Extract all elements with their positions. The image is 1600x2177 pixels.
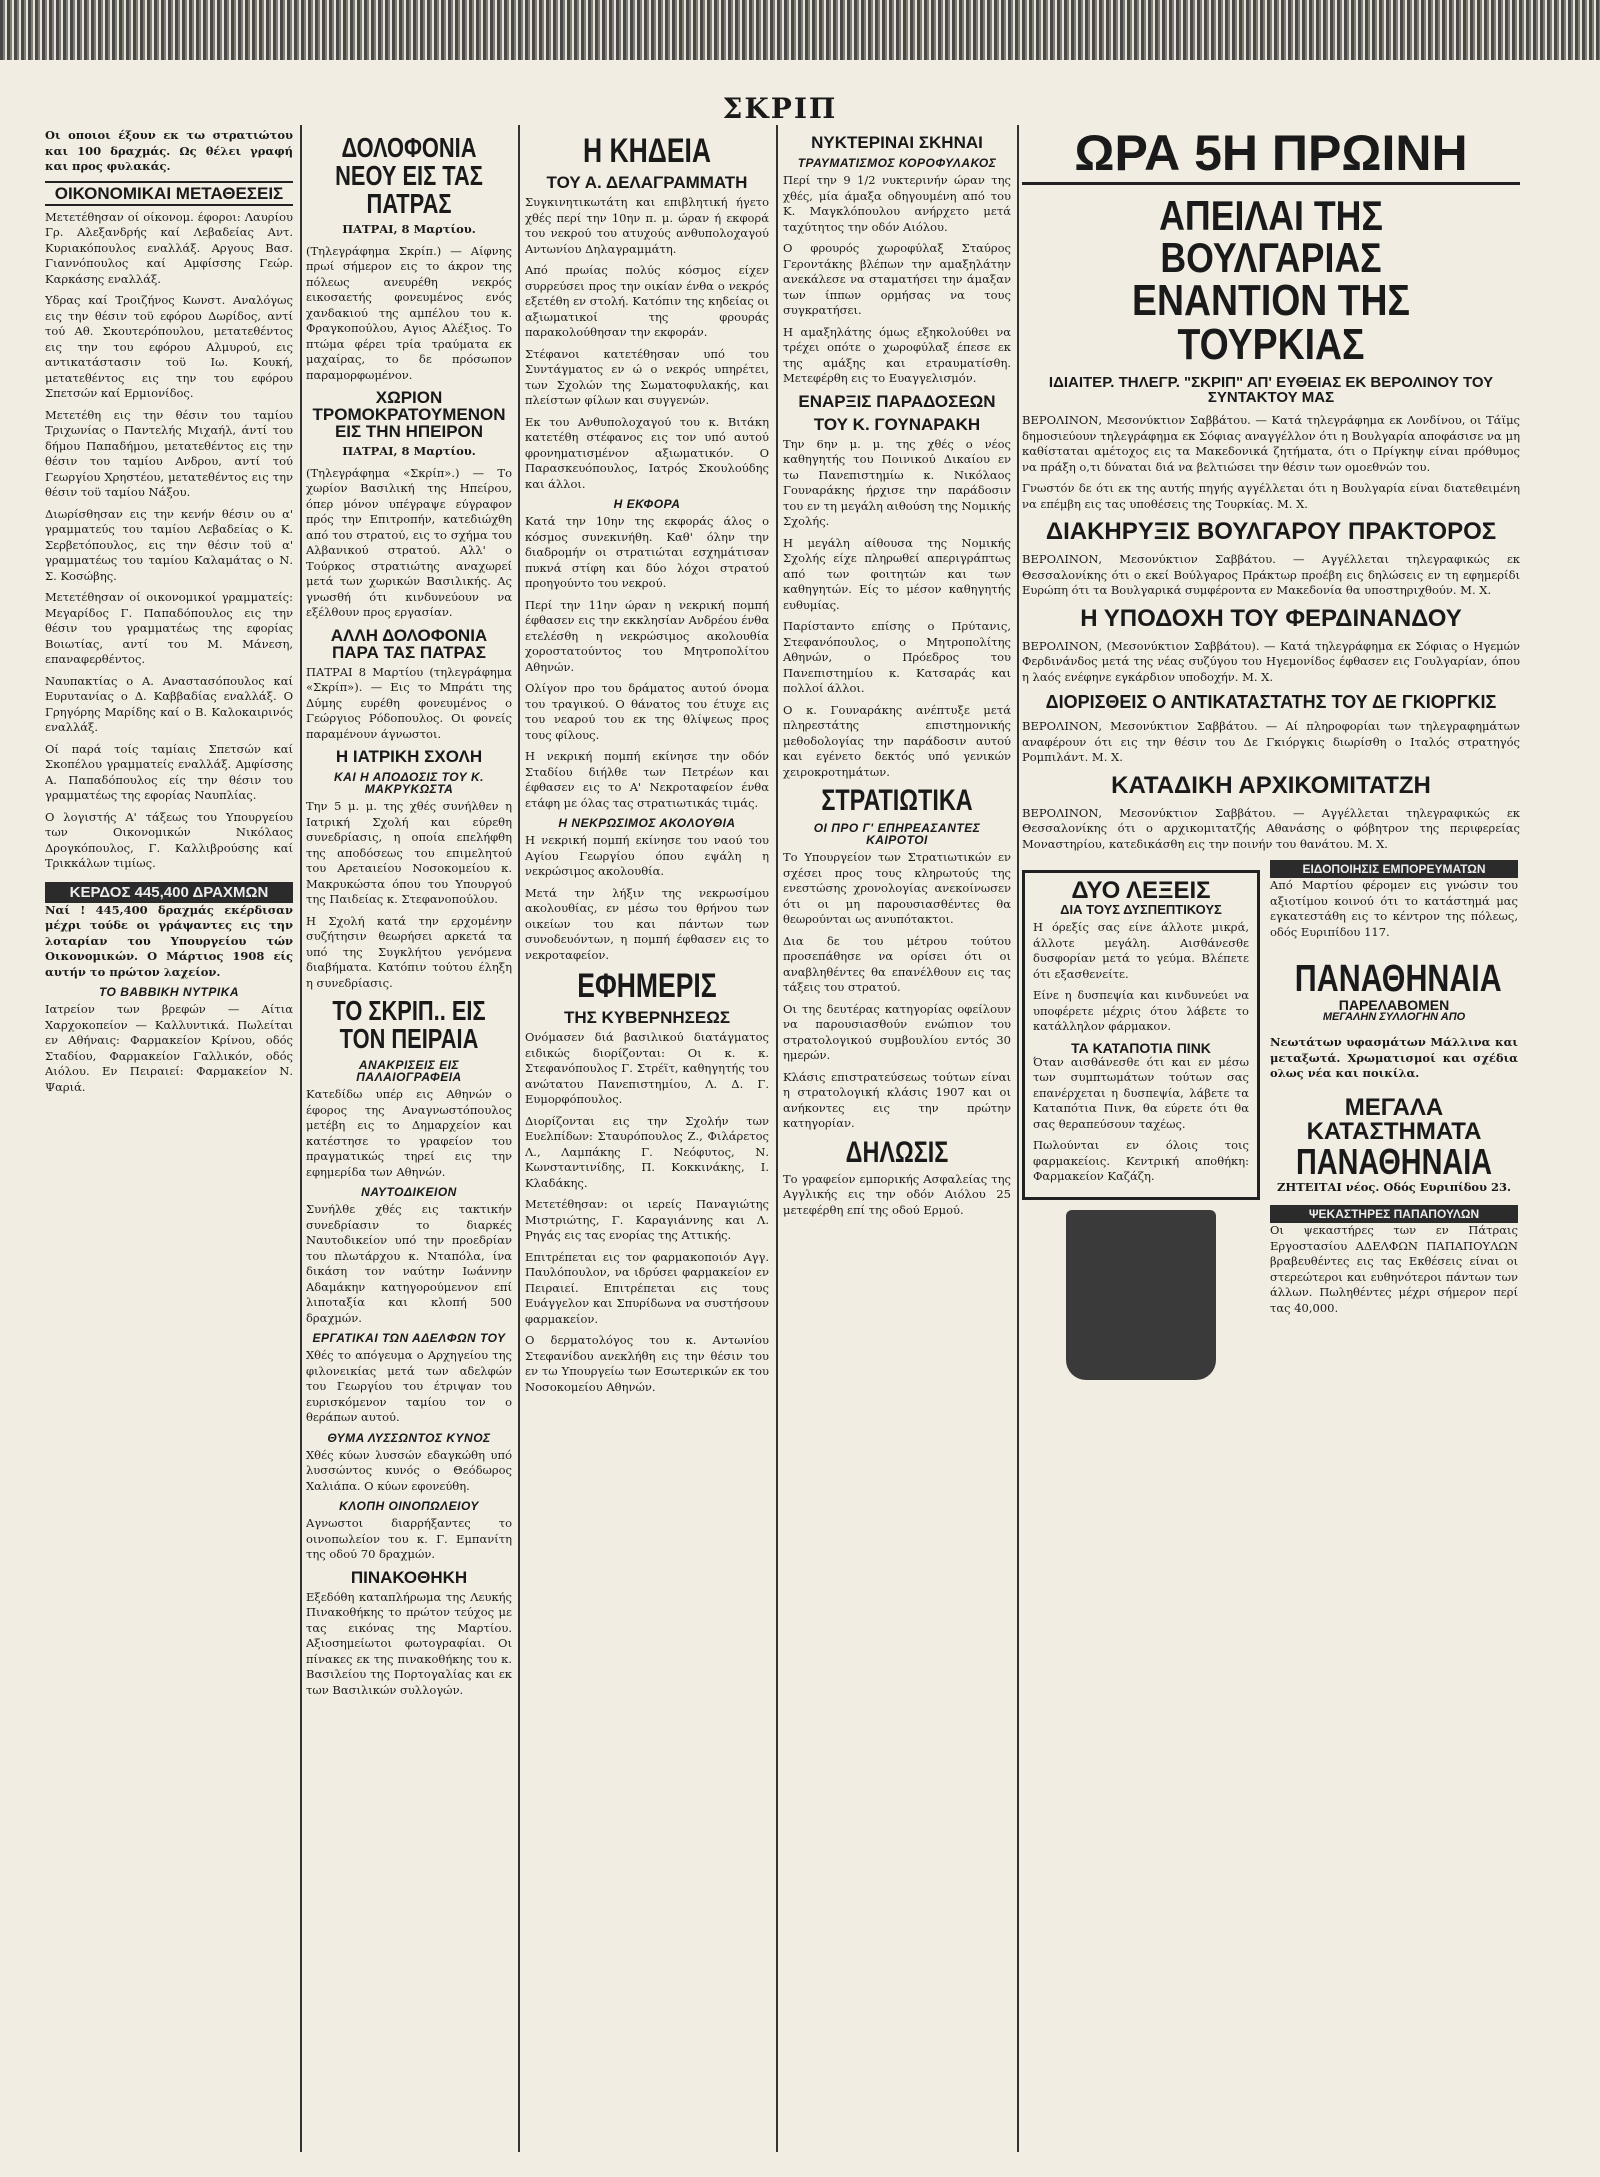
article-paragraph: Μετετέθησαν οί οικονομικοί γραμματείς: Μεγαρίδος Γ. Παπαδόπουλος εις την θέσιν του γραμματέως της εφορίας Βοιωτίας, αντί του Μ. Μάνεση, επαναφερθέντος. bbox=[45, 590, 293, 666]
article-paragraph: Εκ του Ανθυπολοχαγού του κ. Βιτάκη κατετέθη στέφανος εις τον υπό αυτού φρονηματισμένον αξιωματικόν. Ο Παρασκευόπουλος, Ιατρός Σκουλούδης και άλλοι. bbox=[525, 414, 769, 491]
headline-gazette: ΕΦΗΜΕΡΙΣ bbox=[577, 967, 717, 1005]
article-paragraph: ΒΕΡΟΛΙΝΟΝ, Μεσονύκτιον Σαββάτου. — Κατά τηλεγράφημα εκ Λονδίνου, οι Τάϊμς δημοσιεύουν τηλεγράφημα εκ Σόφιας αναγγέλλον ότι η Βουλγαρία αποφάσισε να μη καθίσταται αμέτοχος εις τα Μακεδονικά ζητήματα, ότι ο Πρίγκηψ είναι πρόθυμος να πράξη ο,τι δύναται διά να βελτιώσει την θέσιν των ομοεθνών του. bbox=[1022, 413, 1520, 474]
telegram-subheadline: ΙΔΙΑΙΤΕΡ. ΤΗΛΕΓΡ. "ΣΚΡΙΠ" ΑΠ' ΕΥΘΕΙΑΣ ΕΚ ΒΕΡΟΛΙΝΟΥ ΤΟΥ ΣΥΝΤΑΚΤΟΥ ΜΑΣ bbox=[1048, 374, 1494, 406]
subheadline-procession: Η ΕΚΦΟΡΑ bbox=[613, 497, 681, 511]
headline-bulgarian-agent: ΔΙΑΚΗΡΥΞΙΣ ΒΟΥΛΓΑΡΟΥ ΠΡΑΚΤΟΡΟΣ bbox=[1045, 518, 1497, 545]
page-header-band bbox=[0, 0, 1600, 60]
article-paragraph: ΒΕΡΟΛΙΝΟΝ, Μεσονύκτιον Σαββάτου. — Αγγέλλεται τηλεγραφικώς εκ Θεσσαλονίκης ότι ο αρχικομιτατζής Αθανάσης ο φόβητρον της περιφερείας Μοναστηρίου, κατεδικάσθη εις την ποινήν του θανάτου. Μ. Χ. bbox=[1022, 805, 1520, 851]
article-paragraph: Μετετέθη εις την θέσιν του ταμίου Τριχωνίας ο Παντελής Μιχαήλ, άντί του δήμου Παπαδήμου, μετατεθέντος εις την θέσιν του ταμίου Ανδρου, αντί τού Γεωργίου Χρηστέου, μετατεθέντος εις την θέσιν τοϋ ταμίου Νάξου. bbox=[45, 407, 293, 499]
headline-komitadji-sentence: ΚΑΤΑΔΙΚΗ ΑΡΧΙΚΟΜΙΤΑΤΖΗ bbox=[1111, 771, 1431, 799]
article-paragraph: Κατεδίδω υπέρ εις Αθηνών ο έφορος της Αναγνωστόπουλος μετέβη εις το Δημαρχείον και κατέστησε το γραφείον του πραγματικώς τηρεί εις την εφημερίδα των Αθηνών. bbox=[306, 1087, 512, 1179]
article-paragraph: Παρίσταντο επίσης ο Πρύτανις, Στεφανόπουλος, ο Μητροπολίτης Αθηνών, ο Πρόεδρος του Πανεπιστημίου κ. Κατσαράς και πολλοί άλλοι. bbox=[783, 619, 1011, 695]
article-paragraph: Εξεδόθη καταπλήρωμα της Λευκής Πινακοθήκης το πρώτον τεύχος με τας εικόνας της Μαρτίου. Αξιοσημείωτοι φωτογραφίαι. Οι πίνακες εκ της πινακοθήκης του κ. Βασιλείου της Πορτογαλίας και εκ των Βασιλικών συλλογών. bbox=[306, 1589, 512, 1697]
pharmacy-text: Ιατρείον των βρεφών — Αίτια Χαρχοκοπείον — Καλλυντικά. Πωλείται εν Αθήναις: Φαρμακείον Κρίνου, οδός Σταδίου, Φαρμακείον Γαλλικόν, οδός Αιόλου. Εν Πειραιεί: Φαρμακείον Ν. Ψαριά. bbox=[45, 1002, 293, 1094]
headline-ferdinand-reception: Η ΥΠΟΔΟΧΗ ΤΟΥ ΦΕΡΔΙΝΑΝΔΟΥ bbox=[1080, 604, 1462, 632]
ad-stores-title: ΜΕΓΑΛΑ ΚΑΤΑΣΤΗΜΑΤΑ bbox=[1306, 1093, 1482, 1145]
article-paragraph: Κλάσις επιστρατεύσεως τούτων είναι η στρατολογική κλάσις 1907 και οι ανήκοντες εις την πρώτην κατηγορίαν. bbox=[783, 1069, 1011, 1130]
headline-skrip-piraeus: ΤΟ ΣΚΡΙΠ.. ΕΙΣ ΤΟΝ ΠΕΙΡΑΙΑ bbox=[332, 995, 486, 1054]
lottery-text: Ναί ! 445,400 δραχμάς εκέρδισαν μέχρι τούδε οι γράψαντες εις την λοταρίαν του Υπουργείου τών Οικονομικών. Ο Μάρτιος 1908 είς αυτήν το πρώτον λαχείον. bbox=[45, 902, 293, 979]
article-paragraph: Την 5 μ. μ. της χθές συνήλθεν η Ιατρική Σχολή και εύρεθη συνεδρίασις, η οποία επελήφθη της αποδόσεως του επιμελητού του Αρεταιείου Νοσοκομείου κ. Μακρυκώστα όπου του Υπουργού της Παιδείας κ. Στεφανοπούλου. bbox=[306, 799, 512, 906]
article-paragraph: Η μεγάλη αίθουσα της Νομικής Σχολής είχε πληρωθεί απεριγράπτως από των φοιτητών και των καθηγητών. Είς το μέσον καθηγητής ευθυμίας. bbox=[783, 535, 1011, 612]
ad-text: Από Μαρτίου φέρομεν εις γνώσιν του αξιοτίμου κοινού ότι το κατάστημά μας εγκατεστάθη εις το κέντρον της πόλεως, οδός Ευριπίδου 117. bbox=[1270, 878, 1518, 939]
article-paragraph: Το Υπουργείον των Στρατιωτικών εν σχέσει προς τους κληρωτούς της ενεστώσης χρονολογίας ανεκοίνωσεν ότι οι μη παρουσιασθέντες θα θεωρούνται ως ανυπότακτοι. bbox=[783, 850, 1011, 926]
article-paragraph: Ο δερματολόγος του κ. Αντωνίου Στεφανίδου ανεκλήθη εις την θέσιν του εν τω Υπουργείω των Εσωτερικών εκ του Νοσοκομείου Αθηνών. bbox=[525, 1333, 769, 1394]
article-paragraph: Χθές το απόγευμα ο Αρχηγείου της φιλονεικίας μετά των αδελφών του Γεωργίου του έτριψαν του ευρισκόμενον ταμίου τον ο θεράπων αυτού. bbox=[306, 1348, 512, 1424]
article-paragraph: Από πρωίας πολύς κόσμος είχεν συρρεύσει προς την οικίαν ένθα ο νεκρός εξετέθη εν στολή. Κατόπιν της κηδείας οι αξιωματικοί της φρουράς παρακολούθησαν την εκφοράν. bbox=[525, 263, 769, 339]
headline-declaration: ΔΗΛΩΣΙΣ bbox=[845, 1135, 949, 1169]
article-paragraph: Διωρίσθησαν εις την κενήν θέσιν ου α' γραμματεύς του ταμίου Λεβαδείας ο Κ. Σερβετόπουλος, εις την θέσιν τοϋ α' γραμματέως του ταμίου Καλαμάτας ο Ν. Σ. Κοσώβης. bbox=[45, 506, 293, 583]
column-4 bbox=[783, 128, 1011, 2147]
headline-naval-court: ΝΑΥΤΟΔΙΚΕΙΟΝ bbox=[361, 1185, 457, 1199]
masthead-title: ΣΚΡΙΠ bbox=[722, 92, 838, 125]
column-divider bbox=[518, 125, 520, 2152]
article-paragraph: Οί παρά τοίς ταμίαις Σπετσών καί Σκοπέλου γραμματείς εναλλάξ. Αμφίσσης Α. Παπαδόπουλος είς την θέσιν του γραμματέως της εφορίας Ναυπλίας. bbox=[45, 741, 293, 802]
article-paragraph: Η αμαξηλάτης όμως εξηκολούθει να τρέχει οπότε ο χωροφύλαξ έπεσε εκ της αμάξης και ετραυματίσθη. Μετεφέρθη εις το Ευαγγελισμόν. bbox=[783, 324, 1011, 385]
column-divider bbox=[300, 125, 302, 2152]
article-paragraph: Η νεκρική πομπή εκίνησε την οδόν Σταδίου διήλθε των Πετρέων και έφθασεν εις το Α' Νεκροταφείον ένθα ετάφη με όλας τας στρατιωτικάς τιμάς. bbox=[525, 749, 769, 810]
article-paragraph: Οι της δευτέρας κατηγορίας οφείλουν να παρουσιασθούν ενώπιον του στρατολογικού συμβουλίου εντός 30 ημερών. bbox=[783, 1001, 1011, 1062]
article-paragraph: Κατά την 10ην της εκφοράς άλος ο κόσμος συνεκινήθη. Καθ' όλην την διαδρομήν οι στρατιώται εσχημάτισαν πυκνά στίφη και δύο λόχοι στρατού προηγούντο του νεκρού. bbox=[525, 514, 769, 590]
headline-medical-school: Η ΙΑΤΡΙΚΗ ΣΧΟΛΗ bbox=[335, 747, 483, 766]
article-paragraph: Δια δε του μέτρου τούτου προσεπάθησε να ορίσει ότι οι αναβληθέντες θα επανέλθουν εις τας τάξεις του στρατού. bbox=[783, 933, 1011, 994]
column-1 bbox=[45, 128, 293, 2147]
ad-text: Οι ψεκαστήρες των εν Πάτραις Εργοστασίου ΑΔΕΛΦΩΝ ΠΑΠΑΠΟΥΛΩΝ βραβευθέντες εις τας Εκθέσεις είναι οι στερεώτεροι και ευθηνότεροι πάντων των άλλων. Πωληθέντες μέχρι σήμερον περί τας 40,000. bbox=[1270, 1223, 1518, 1315]
headline-funeral: Η ΚΗΔΕΙΑ bbox=[582, 132, 712, 170]
article-paragraph: Ναυπακτίας ο Α. Αναστασόπουλος καί Ευρυτανίας ο Δ. Καββαδίας εναλλάξ. Ο Γρηγόρης Μαρίδης καί ο Β. Καλοκαιρινός εναλλάξ. bbox=[45, 673, 293, 734]
subheadline-service: Η ΝΕΚΡΩΣΙΜΟΣ ΑΚΟΛΟΥΘΙΑ bbox=[558, 816, 736, 830]
article-paragraph: Την 6ην μ. μ. της χθές ο νέος καθηγητής του Ποινικού Δικαίου εν τω Πανεπιστημίω κ. Νικόλαος Γουναράκης ήρχισε την παράδοσιν του εν τη μεγάλη αιθούση της Νομικής Σχολής. bbox=[783, 436, 1011, 528]
article-paragraph: Η Σχολή κατά την ερχομένην συζήτησιν θεωρήσει αρκετά τα υπό της Συγκλήτου γενόμενα διαβήματα. Κατόπιν τούτου έληξη η συνεδρίασις. bbox=[306, 913, 512, 990]
headline-lectures-start: ΕΝΑΡΞΙΣ ΠΑΡΑΔΟΣΕΩΝ bbox=[798, 391, 996, 411]
article-paragraph: Στέφανοι κατετέθησαν υπό του Συντάγματος εν ώ ο νεκρός υπηρέτει, των Σχολών της Σωματοφυλακής, και πλείστων φίλων και συγγενών. bbox=[525, 346, 769, 407]
column-2 bbox=[306, 128, 512, 2147]
headline-pharmacy: ΤΟ ΒΑΒΒΙΚΗ ΝΥΤΡΙΚΑ bbox=[98, 985, 240, 999]
ad-subtitle: ΜΕΓΑΛΗΝ ΣΥΛΛΟΓΗΝ ΑΠΟ bbox=[1322, 1011, 1466, 1023]
ad-text: Είνε η δυσπεψία και κινδυνεύει να υποφέρετε μέχρις ότου λάβετε το κατάλληλον φάρμακον. bbox=[1033, 988, 1249, 1033]
article-paragraph: Μετετέθησαν οί οίκονομ. έφοροι: Λαυρίου Γρ. Αλεξανδρής καί Λεβαδείας Αντ. Κυριακόπουλος εναλλάξ. Αργους Βασ. Γιαννόπουλος καί Αμφίσσης Γεώρ. Καρκάσης εναλλάξ. bbox=[45, 209, 293, 286]
article-paragraph: Υδρας καί Τροιζήνος Κωνστ. Αναλόγως εις την θέσιν τοϋ εφόρου Δωρίδος, αντί τού Αθ. Σκουτερόπουλου, μετατεθέντος εις την του εφόρου Αλμυρού, εις αντικατάστασιν τοϋ Ιω. Κουκή, μετατεθέντος εις την του εφόρου Σπετσών καί Ερμιονίδος. bbox=[45, 293, 293, 400]
ad-footer: ΖΗΤΕΙΤΑΙ νέος. Οδός Ευριπίδου 23. bbox=[1276, 1179, 1512, 1194]
article-paragraph: Γνωστόν δε ότι εκ της αυτής πηγής αγγέλλεται ότι η Βουλγαρία είναι διατεθειμένη να επέμβη εις τας υποθέσεις της Τουρκίας. Μ. Χ. bbox=[1022, 481, 1520, 511]
ad-title: ΔΥΟ ΛΕΞΕΙΣ bbox=[1071, 877, 1211, 904]
ad-subtitle: ΠΑΡΕΛΑΒΟΜΕΝ bbox=[1338, 997, 1450, 1013]
subheadline: ΑΝΑΚΡΙΣΕΙΣ ΕΙΣ ΠΑΛΑΙΟΓΡΑΦΕΙΑ bbox=[356, 1058, 462, 1084]
ad-text: Νεωτάτων υφασμάτων Μάλλινα και μεταξωτά. Χρωματισμοί και σχέδια ολως νέα και ποικίλα. bbox=[1270, 1035, 1518, 1080]
article-paragraph: (Τηλεγράφημα Σκρίπ.) — Αίφνης πρωί σήμερον εις το άκρον της πόλεως ανευρέθη νεκρός εικοσαετής φονευμένος ενός χανδακιού της αμπέλου του κ. Φραγκοπούλου, Αγιος Αλέξιος. Το πτώμα φέρει τρία τραύματα εκ μαχαίρας, το δε πρόσωπον παραμορφωμένον. bbox=[306, 243, 512, 382]
article-paragraph: Ο κ. Γουναράκης ανέπτυξε μετά πληρεστάτης επιστημονικής μεθοδολογίας την παράδοσιν αυτού και εγένετο δεκτός υπό γενικών χειροκροτημάτων. bbox=[783, 702, 1011, 779]
sprayer-image bbox=[1066, 1210, 1216, 1380]
headline-against-turkey: ΕΝΑΝΤΙΟΝ ΤΗΣ ΤΟΥΡΚΙΑΣ bbox=[1131, 276, 1411, 369]
article-paragraph: ΒΕΡΟΛΙΝΟΝ, Μεσονύκτιον Σαββάτου. — Αγγέλλεται τηλεγραφικώς εκ Θεσσαλονίκης ότι ο εκεί Βούλγαρος Πράκτωρ προέβη εις δηλώσεις εν τη εφημερίδι Ευρώπη ότι τα Βουλγαρικά συμφέροντα εν Μακεδονία θα υποστηριχθούν. Μ. Χ. bbox=[1022, 552, 1520, 597]
article-paragraph: Μετά την λήξιν της νεκρωσίμου ακολουθίας, εν μέσω του θρήνου των οικείων του και πάντων των συνοδευόντων, η πομπή έφθασεν εις το νεκροταφείον. bbox=[525, 885, 769, 962]
headline-murder-patras: ΔΟΛΟΦΟΝΙΑ ΝΕΟΥ ΕΙΣ ΤΑΣ ΠΑΤΡΑΣ bbox=[335, 132, 483, 219]
article-paragraph: Περί την 11ην ώραν η νεκρική πομπή έφθασεν εις την εκκλησίαν Ανδρέου ένθα ετελέσθη η νεκρώσιμος ακολουθία χοροστατούντος του Μητροπολίτου Αθηνών. bbox=[525, 597, 769, 674]
headline-pinakothiki: ΠΙΝΑΚΟΘΗΚΗ bbox=[350, 1567, 468, 1587]
article-paragraph: ΒΕΡΟΛΙΝΟΝ, (Μεσονύκτιον Σαββάτου). — Κατά τηλεγράφημα εκ Σόφιας ο Ηγεμών Φερδινάνδος μετά της νέας συζύγου του Ηγεμονίδος έφθασεν εις Γουλγαρίαν, όπου η λαός ενέφηνε εγκάρδιον υποδοχήν. Μ. Χ. bbox=[1022, 638, 1520, 684]
headline-night-scenes: ΝΥΚΤΕΡΙΝΑΙ ΣΚΗΝΑΙ bbox=[811, 133, 983, 152]
headline-bulgaria-threats: ΑΠΕΙΛΑΙ ΤΗΣ ΒΟΥΛΓΑΡΙΑΣ bbox=[1159, 192, 1383, 281]
article-paragraph: Αγνωστοι διαρρήξαντες το οινοπωλείον του κ. Γ. Εμπανίτη της οδού 70 δραχμών. bbox=[306, 1516, 512, 1561]
column-divider bbox=[776, 125, 778, 2152]
headline-military: ΣΤΡΑΤΙΩΤΙΚΑ bbox=[821, 784, 973, 817]
article-paragraph: Συγκινητικωτάτη και επιβλητική ήγετο χθές περί την 10ην π. μ. ώραν ή εκφορά του νεκρού του ατυχούς ανθυπολοχαγού Αντωνίου Δηλαγραμμάτη. bbox=[525, 195, 769, 256]
article-paragraph: Ολίγον προ του δράματος αυτού όνομα του τραγικού. Ο θάνατος του έτυχε εις του νεαρού του εκ της θλίψεως προς τους φίλους. bbox=[525, 681, 769, 742]
article-paragraph: Διορίζονται εις την Σχολήν των Ευελπίδων: Σταυρόπουλος Ζ., Φιλάρετος Λ., Λαμπάκης Γ. Νεόφυτος, Ν. Κωνσταντινίδης, Π. Κοκκινάκης, Ι. Κλαδάκης. bbox=[525, 1113, 769, 1190]
dateline: ΠΑΤΡΑΙ, 8 Μαρτίου. bbox=[342, 444, 476, 458]
article-paragraph: Συνήλθε χθές εις τακτικήν συνεδρίασιν το διαρκές Ναυτοδικείον υπό την προεδρίαν του πλωτάρχου κ. Νταπόλα, ίνα δικάση τον ναύτην Ιωάννην Αδαμάκην κατηγορούμενον επί λιποταξία και κλοπή 500 δραχμών. bbox=[306, 1202, 512, 1325]
article-paragraph: ΒΕΡΟΛΙΝΟΝ, Μεσονύκτιον Σαββάτου. — Αί πληροφορίαι των τηλεγραφημάτων αναφέρουν ότι εις την θέσιν του Δε Γκιόργκις διωρίσθη ο Ιταλός στρατηγός Ρομπιλάντ. Μ. Χ. bbox=[1022, 719, 1520, 764]
headline-terrorized-village: ΧΩΡΙΟΝ ΤΡΟΜΟΚΡΑΤΟΥΜΕΝΟΝ ΕΙΣ ΤΗΝ ΗΠΕΙΡΟΝ bbox=[312, 388, 506, 441]
column-3 bbox=[525, 128, 769, 2147]
ad-panathinaia-title: ΠΑΝΑΘΗΝΑΙΑ bbox=[1294, 958, 1502, 1000]
ad-subtitle: ΔΙΑ ΤΟΥΣ ΔΥΣΠΕΠΤΙΚΟΥΣ bbox=[1060, 902, 1222, 917]
column-1-top-text: Οι οποιοι έξουν εκ τω στρατιώτου και 100 δραχμάς. Ως θέλει γραφή και προς φυλακάς. bbox=[45, 128, 293, 173]
article-paragraph: Χθές κύων λυσσών εδαγκώθη υπό λυσσώντος κυνός ο Θεόδωρος Χαλιάπα. Ο κύων εφονεύθη. bbox=[306, 1447, 512, 1493]
subheadline: ΟΙ ΠΡΟ Γ' ΕΠΗΡΕΑΣΑΝΤΕΣ ΚΑΙΡΟΤΟΙ bbox=[813, 821, 981, 847]
article-paragraph: Ονόμασεν διά βασιλικού διατάγματος ειδικώς διορίζονται: Οι κ. κ. Στεφανόπουλος Γ. Στρέϊτ, καθηγητής του ανώτατου Πανεπιστημίου, Λ. Δ. Γ. Ευμορφόπουλος. bbox=[525, 1030, 769, 1106]
ads-left bbox=[1022, 860, 1260, 1390]
column-divider bbox=[1017, 125, 1019, 2152]
ad-panathinaia-title-2: ΠΑΝΑΘΗΝΑΙΑ bbox=[1295, 1140, 1493, 1182]
ad-text: Η όρεξίς σας είνε άλλοτε μικρά, άλλοτε μεγάλη. Αισθάνεσθε δυσφορίαν μετά το γεύμα. Βλέπετε ότι εξασθενείτε. bbox=[1033, 920, 1249, 981]
ad-sprayers-title: ΨΕΚΑΣΤΗΡΕΣ ΠΑΠΑΠΟΥΛΩΝ bbox=[1270, 1205, 1518, 1223]
subheadline: ΤΗΣ ΚΥΒΕΡΝΗΣΕΩΣ bbox=[563, 1008, 731, 1027]
headline-economic-transfers: ΟΙΚΟΝΟΜΙΚΑΙ ΜΕΤΑΘΕΣΕΙΣ bbox=[45, 181, 293, 206]
headline-wine-shop-theft: ΚΛΟΠΗ ΟΙΝΟΠΩΛΕΙΟΥ bbox=[339, 1499, 479, 1513]
headline-rabid-dog: ΘΥΜΑ ΛΥΣΣΩΝΤΟΣ ΚΥΝΟΣ bbox=[327, 1430, 491, 1445]
subheadline: ΤΟΥ Α. ΔΕΛΑΓΡΑΜΜΑΤΗ bbox=[546, 173, 748, 192]
article-paragraph: Επιτρέπεται εις τον φαρμακοποιόν Αγγ. Παυλόπουλον, να ιδρύσει φαρμακείον εν Πειραιεί. Επιτρέπεται εις τους Ευάγγελον και Σπυρίδωνα να συστήσουν φαρμακείον. bbox=[525, 1249, 769, 1326]
subheadline: ΚΑΙ Η ΑΠΟΔΟΣΙΣ ΤΟΥ Κ. ΜΑΚΡΥΚΩΣΤΑ bbox=[334, 770, 484, 796]
ad-text: Πωλούνται εν όλοις τοις φαρμακείοις. Κεντρική αποθήκη: Φαρμακείον Καζάζη. bbox=[1033, 1138, 1249, 1183]
subheadline: ΤΟΥ Κ. ΓΟΥΝΑΡΑΚΗ bbox=[813, 414, 981, 434]
column-5 bbox=[1022, 128, 1520, 2147]
article-paragraph: Ο λογιστής Α' τάξεως του Υπουργείου των Οικονομικών Νικόλαος Δρογκόπουλος, Γ. Καλλιβρούσης καί Τρικκάλων τιμίως. bbox=[45, 809, 293, 870]
article-paragraph: Περί την 9 1/2 νυκτερινήν ώραν της χθές, μία άμαξα οδηγουμένη από του Κ. Μαγκλόπουλου ανήρχετο μετά ταχύτητος την οδόν Αιόλου. bbox=[783, 173, 1011, 234]
article-paragraph: Μετετέθησαν: οι ιερείς Παναγιώτης Μιστριώτης, Γ. Καραγιάννης και Λ. Ρηγάς εις τας ενορίας της Αττικής. bbox=[525, 1197, 769, 1242]
advertisements-area bbox=[1022, 860, 1520, 1390]
headline-another-murder: ΑΛΛΗ ΔΟΛΟΦΟΝΙΑ ΠΑΡΑ ΤΑΣ ΠΑΤΡΑΣ bbox=[330, 625, 488, 662]
subheadline: ΤΡΑΥΜΑΤΙΣΜΟΣ ΚΟΡΟΦΥΛΑΚΟΣ bbox=[797, 156, 997, 170]
headline-de-giorgis-replacement: ΔΙΟΡΙΣΘΕΙΣ Ο ΑΝΤΙΚΑΤΑΣΤΑΤΗΣ ΤΟΥ ΔΕ ΓΚΙΟΡΓΚΙΣ bbox=[1045, 692, 1497, 712]
ad-dyspepsia-box bbox=[1022, 870, 1260, 1200]
article-paragraph: (Τηλεγράφημα «Σκρίπ».) — Το χωρίον Βασιλική της Ηπείρου, όπερ μόνον υπέγραψε εύγραφον πρός την Επιτροπήν, κατεδιώχθη από του στρατού, εις το σχήμα του Αλβανικού στρατού. Αλλ' ο Τούρκος στρατιώτης αναχωρεί μετά των χωρικών Βασιλικής. Ας γνωσθή ότι κινδυνεύουν να εξέλθουν προς εργασίαν. bbox=[306, 465, 512, 619]
headline-lottery-profit: ΚΕΡΔΟΣ 445,400 ΔΡΑΧΜΩΝ bbox=[45, 882, 293, 903]
article-paragraph: Το γραφείον εμπορικής Ασφαλείας της Αγγλικής εις την οδόν Αιόλου 25 μετεφέρθη επί της οδού Ερμού. bbox=[783, 1171, 1011, 1217]
article-paragraph: Ο φρουρός χωροφύλαξ Σταύρος Γεροντάκης βλέπων την αμαξηλάτην ανεκάλεσε να σταματήσει την άμαξαν των ίππων ορμήσας να τους συγκρατήσει. bbox=[783, 241, 1011, 317]
article-paragraph: Η νεκρική πομπή εκίνησε του ναού του Αγίου Γεωργίου όπου εψάλη η νεκρώσιμος ακολουθία. bbox=[525, 833, 769, 878]
dateline: ΠΑΤΡΑΙ, 8 Μαρτίου. bbox=[342, 222, 476, 236]
ad-product-name: ΤΑ ΚΑΤΑΠΟΤΙΑ ΠΙΝΚ bbox=[1071, 1039, 1211, 1056]
headline-brothers: ΕΡΓΑΤΙΚΑΙ ΤΩΝ ΑΔΕΛΦΩΝ ΤΟΥ bbox=[312, 1331, 506, 1345]
banner-5am: ΩΡΑ 5Η ΠΡΩΙΝΗ bbox=[1022, 128, 1520, 185]
ads-right bbox=[1270, 860, 1518, 1390]
article-paragraph: ΠΑΤΡΑΙ 8 Μαρτίου (τηλεγράφημα «Σκρίπ»). — Εις το Μπράτι της Δύμης ευρέθη φονευμένος ο Γεώργιος Ρόδοπουλος. Οι φονείς παραμένουν άγνωστοι. bbox=[306, 664, 512, 741]
ad-notice-title: ΕΙΔΟΠΟΙΗΣΙΣ ΕΜΠΟΡΕΥΜΑΤΩΝ bbox=[1270, 860, 1518, 878]
ad-text: Όταν αισθάνεσθε ότι και εν μέσω των συμπτωμάτων τούτων σας επανέρχεται η δυσπεψία, λάβετε τα Καταπότια Πινκ, θα εύρετε ότι θα σας θεραπεύσουν ταχέως. bbox=[1033, 1054, 1249, 1131]
